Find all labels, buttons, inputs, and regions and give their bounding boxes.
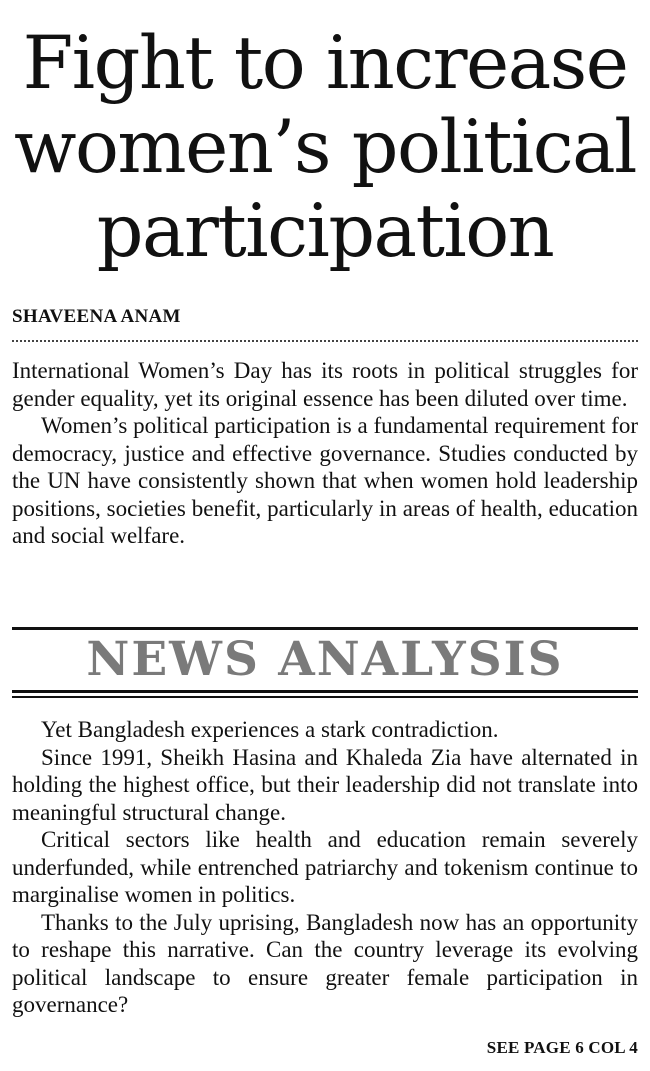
section-rule-bottom-double bbox=[12, 696, 638, 698]
headline-line-2: women’s political bbox=[13, 105, 637, 190]
continuation-jump: SEE PAGE 6 COL 4 bbox=[486, 1038, 638, 1057]
section-rule-bottom bbox=[12, 690, 638, 693]
paragraph: Critical sectors like health and education remain severely underfunded, while entrenched patriarchy and tokenism continue to marginalise women in politics. bbox=[12, 827, 638, 907]
headline bbox=[0, 22, 650, 274]
paragraph: Thanks to the July uprising, Bangladesh now has an opportunity to reshape this narrative. Can the country leverage its evolving political landscape to ensure greater female participation in governance? bbox=[12, 909, 638, 1017]
paragraph: International Women’s Day has its roots in political struggles for gender equality, yet its original essence has been diluted over time. bbox=[12, 358, 638, 411]
byline: SHAVEENA ANAM bbox=[12, 306, 181, 327]
section-label: NEWS ANALYSIS bbox=[86, 632, 564, 687]
headline-line-1: Fight to increase bbox=[22, 21, 628, 106]
analysis-text bbox=[12, 716, 638, 1019]
paragraph: Since 1991, Sheikh Hasina and Khaleda Zia have alternated in holding the highest office, but their leadership did not translate into meaningful structural change. bbox=[12, 744, 638, 825]
byline-divider bbox=[12, 340, 638, 342]
headline-line-3: participation bbox=[96, 189, 554, 274]
section-rule-top bbox=[12, 627, 638, 630]
intro-text bbox=[12, 357, 638, 550]
paragraph: Women’s political participation is a fundamental requirement for democracy, justice and effective governance. Studies conducted by the UN have consistently shown that when women hold leadership positions, societies benefit, particularly in areas of health, education and social welfare. bbox=[12, 413, 638, 548]
paragraph: Yet Bangladesh experiences a stark contradiction. bbox=[41, 717, 499, 742]
